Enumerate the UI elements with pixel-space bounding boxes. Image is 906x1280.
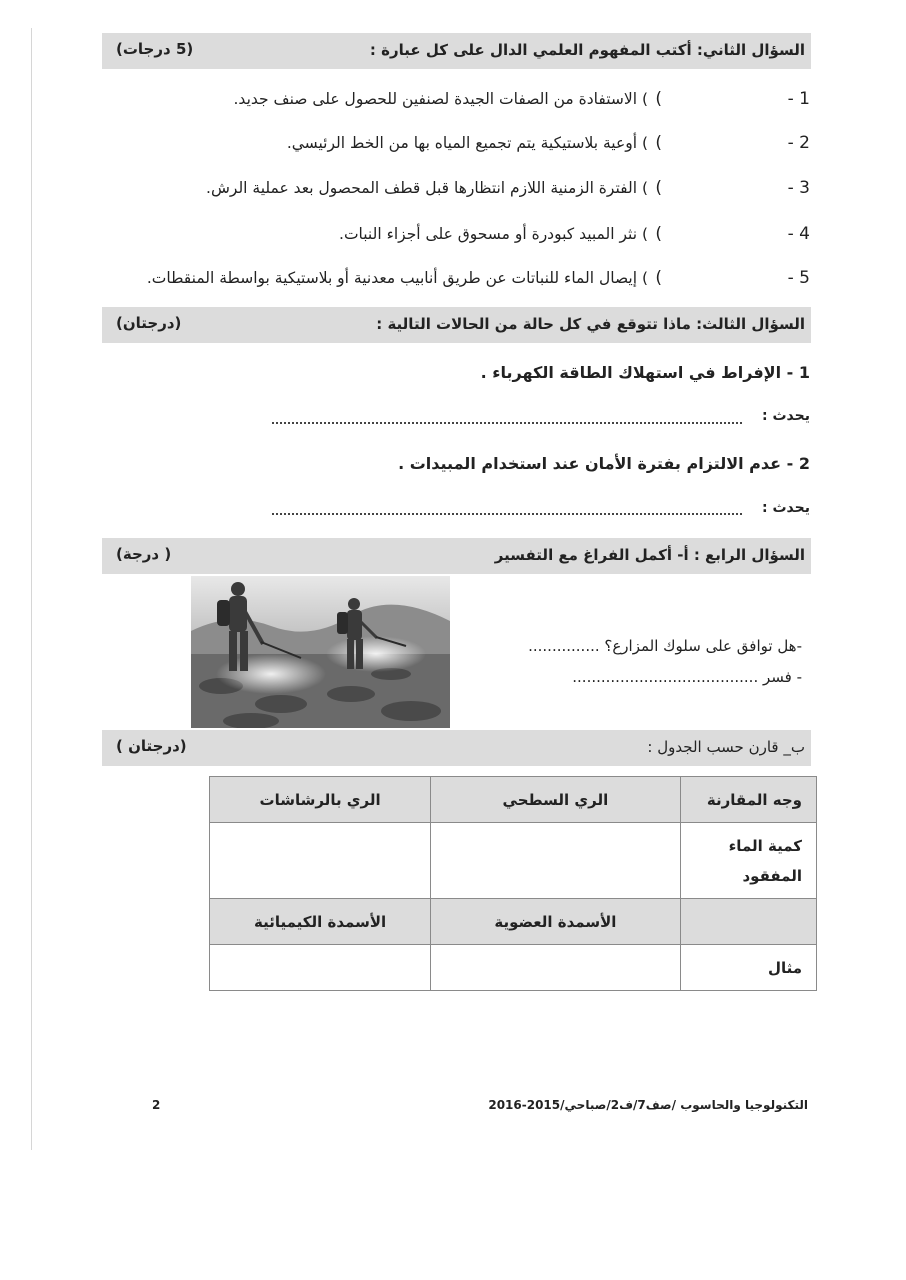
q3-grade: (درجتان) [116, 314, 182, 332]
table-header-cell: الري بالرشاشات [210, 777, 431, 823]
answer-paren[interactable]: ( [655, 133, 662, 153]
answer-paren[interactable]: ( [655, 89, 662, 109]
q4b-header [102, 730, 811, 766]
table-header-cell: الأسمدة العضوية [431, 899, 680, 945]
q3-case-label: يحدث : [762, 500, 810, 516]
table-header-cell: الأسمدة الكيميائية [210, 899, 431, 945]
q4-grade: ( درجة) [116, 545, 172, 563]
q2-item-number: 4 - [787, 224, 810, 244]
table-answer-cell[interactable] [431, 823, 680, 899]
q2-title: السؤال الثاني: أكتب المفهوم العلمي الدال على كل عبارة : [369, 41, 805, 59]
q4-explain: - فسر ....................................... [572, 668, 802, 686]
q2-item-number: 3 - [787, 178, 810, 198]
table-answer-cell[interactable] [210, 945, 431, 991]
q2-item-text: ) الاستفادة من الصفات الجيدة لصنفين للحصول على صنف جديد. [233, 90, 648, 108]
table-header-cell [680, 899, 816, 945]
page-margin-line [31, 28, 32, 1150]
q2-grade: (5 درجات) [116, 40, 194, 58]
q3-header [102, 307, 811, 343]
table-row-label: كمية الماء المفقود [680, 823, 816, 899]
q2-header [102, 33, 811, 69]
table-row-label: مثال [680, 945, 816, 991]
q4-header [102, 538, 811, 574]
answer-paren[interactable]: ( [655, 224, 662, 244]
q3-case-text: 2 - عدم الالتزام بفترة الأمان عند استخدام المبيدات . [398, 454, 810, 473]
footer-course: التكنولوجيا والحاسوب /صف7/ف2/صباحي/2015-2016 [488, 1098, 808, 1112]
q4-question: -هل توافق على سلوك المزارع؟ ............... [528, 637, 802, 655]
table-row [210, 823, 817, 899]
table-answer-cell[interactable] [431, 945, 680, 991]
table-row [210, 945, 817, 991]
table-header-cell: الري السطحي [431, 777, 680, 823]
farmer-spraying-photo [191, 576, 450, 728]
answer-line[interactable] [272, 499, 742, 515]
q2-item-number: 5 - [787, 268, 810, 288]
q4-title: السؤال الرابع : أ- أكمل الفراغ مع التفسير [494, 546, 805, 564]
q2-item-text: ) أوعية بلاستيكية يتم تجميع المياه بها من الخط الرئيسي. [286, 134, 648, 152]
answer-paren[interactable]: ( [655, 268, 662, 288]
q2-item-number: 1 - [787, 89, 810, 109]
q3-title: السؤال الثالث: ماذا تتوقع في كل حالة من الحالات التالية : [376, 315, 805, 333]
q2-item-text: ) إيصال الماء للنباتات عن طريق أنابيب معدنية أو بلاستيكية بواسطة المنقطات. [146, 269, 648, 287]
answer-paren[interactable]: ( [655, 178, 662, 198]
q3-case-text: 1 - الإفراط في استهلاك الطاقة الكهرباء . [480, 363, 810, 382]
comparison-table [209, 776, 817, 991]
q2-item-text: ) الفترة الزمنية اللازم انتظارها قبل قطف المحصول بعد عملية الرش. [206, 179, 648, 197]
answer-line[interactable] [272, 408, 742, 424]
q3-case-label: يحدث : [762, 408, 810, 424]
table-row [210, 777, 817, 823]
page-number: 2 [152, 1098, 161, 1112]
q2-item-number: 2 - [787, 133, 810, 153]
table-answer-cell[interactable] [210, 823, 431, 899]
q4b-grade: (درجتان ) [116, 737, 187, 755]
table-row [210, 899, 817, 945]
q2-item-text: ) نثر المبيد كبودرة أو مسحوق على أجزاء النبات. [339, 225, 648, 243]
q4b-title: ب_ قارن حسب الجدول : [647, 738, 805, 756]
table-header-cell: وجه المقارنة [680, 777, 816, 823]
